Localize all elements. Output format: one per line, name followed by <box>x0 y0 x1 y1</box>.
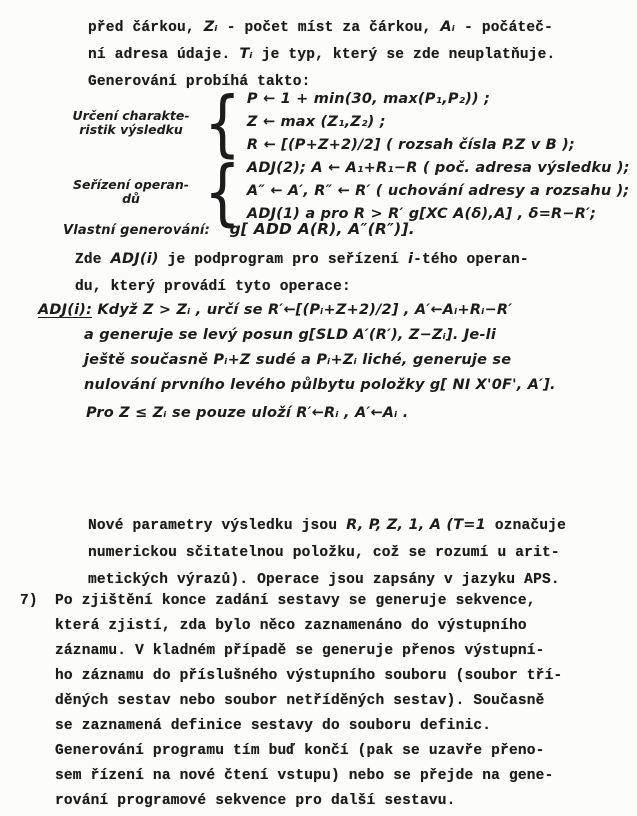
formula-line: ADJ(2); A ← A₁+R₁−R ( poč. adresa výsledku ); <box>246 160 630 176</box>
handwritten-symbol-ti: Tᵢ <box>239 46 253 62</box>
adj-head: ADJ(i): <box>38 302 93 318</box>
typed-text: Nové parametry výsledku jsou <box>88 518 347 534</box>
text-line <box>88 512 566 539</box>
text-line: děných sestav nebo soubor netříděných sestav). Současně <box>55 693 545 709</box>
typed-text: ní adresa údaje. <box>88 47 240 63</box>
typed-text: Zde <box>75 252 111 268</box>
item-marker: 7) <box>20 593 38 609</box>
generation-formula: g[ ADD A(R), A″(R″)]. <box>229 220 415 238</box>
formula-line: ještě současně Pᵢ+Z sudé a Pᵢ+Zᵢ liché, generuje se <box>84 352 512 368</box>
handwritten-i: i <box>407 251 414 267</box>
typed-text: Generování probíhá takto: <box>88 74 311 90</box>
formula-line: A″ ← A′, R″ ← R′ ( uchování adresy a rozsahu ); <box>246 183 630 199</box>
formula-group-label <box>60 178 202 206</box>
typed-text: numerickou sčitatelnou položku, což se rozumí u arit- <box>88 545 560 561</box>
text-line <box>88 41 555 68</box>
text-line: Po zjištění konce zadání sestavy se generuje sekvence, <box>55 593 536 609</box>
formula-group-label <box>60 109 202 137</box>
handwritten-symbol-ai: Aᵢ <box>440 19 456 35</box>
text-line: ho záznamu do příslušného výstupního souboru (soubor tří- <box>55 668 563 684</box>
paragraph-adj-intro <box>75 246 529 300</box>
text-line: která zjistí, zda bylo něco zaznamenáno do výstupního <box>55 618 527 634</box>
text-line: rování programové sekvence pro další sestavu. <box>55 793 456 809</box>
item-text <box>55 589 637 814</box>
typed-text: du, který provádí tyto operace: <box>75 279 351 295</box>
label-line: Určení charakte- <box>72 107 190 123</box>
line-generation <box>63 218 415 242</box>
label-line: ristik výsledku <box>79 121 183 137</box>
paragraph-new-params <box>88 512 566 593</box>
left-brace: { <box>204 149 241 234</box>
text-line <box>88 14 555 41</box>
text-line: Generování programu tím buď končí (pak se uzavře přeno- <box>55 743 545 759</box>
typed-text: metických výrazů). Operace jsou zapsány v jazyku APS. <box>88 572 560 588</box>
formula-line: a generuje se levý posun g[SLD A′(R′), Z−Zᵢ]. Je-li <box>84 327 497 343</box>
text-line <box>75 273 529 300</box>
formula-line: P ← 1 + min(30, max(P₁,P₂)) ; <box>246 91 491 107</box>
text-line: se zaznamená definice sestavy do souboru definic. <box>55 718 492 734</box>
formula-lines <box>247 88 575 157</box>
typed-text: je podprogram pro seřízení <box>158 252 408 268</box>
text-line <box>88 539 566 566</box>
line-pro-condition: Pro Z ≤ Zᵢ se pouze uloží R′←Rᵢ , A′←Aᵢ . <box>86 405 409 421</box>
adj-procedure-block <box>38 298 556 398</box>
formula-line: R ← [(P+Z+2)/2] ( rozsah čísla P.Z v B ); <box>246 137 575 153</box>
typed-text: před čárkou, <box>88 20 204 36</box>
handwritten-adj: ADJ(i) <box>110 251 159 267</box>
typed-text: - počáteč- <box>455 20 554 36</box>
text-line <box>75 246 529 273</box>
text-line: sem řízení na nové čtení vstupu) nebo se přejde na gene- <box>55 768 554 784</box>
formula-text: Když Z > Zᵢ , určí se R′←[(Pᵢ+Z+2)/2] , A′←Aᵢ+Rᵢ−R′ <box>92 302 513 318</box>
typed-text: -tého operan- <box>413 252 529 268</box>
formula-line: ADJ(1) a pro R > R′ g[XC A(δ),A] , δ=R−R′; <box>246 206 597 222</box>
typed-text: je typ, který se zde neuplatňuje. <box>252 47 556 63</box>
label-line: dů <box>122 190 140 206</box>
formula-line: Z ← max (Z₁,Z₂) ; <box>246 114 386 130</box>
handwritten-symbol-zi: Zᵢ <box>203 19 218 35</box>
typed-text: - počet míst za čárkou, <box>217 20 441 36</box>
typed-text: označuje <box>485 518 567 534</box>
left-brace: { <box>204 80 241 165</box>
handwritten-label: Vlastní generování: <box>63 223 210 238</box>
list-item-7 <box>20 589 637 814</box>
formula-line <box>38 298 556 323</box>
formula-lines <box>247 157 630 226</box>
paragraph-intro <box>88 14 555 95</box>
handwritten-params: R, P, Z, 1, A (T=1 <box>346 517 486 533</box>
formula-line: nulování prvního levého půlbytu položky g[ NI X'0F', A′]. <box>84 377 556 393</box>
text-line: záznamu. V kladném případě se generuje přenos výstupní- <box>55 643 545 659</box>
label-line: Seřízení operan- <box>73 176 189 192</box>
